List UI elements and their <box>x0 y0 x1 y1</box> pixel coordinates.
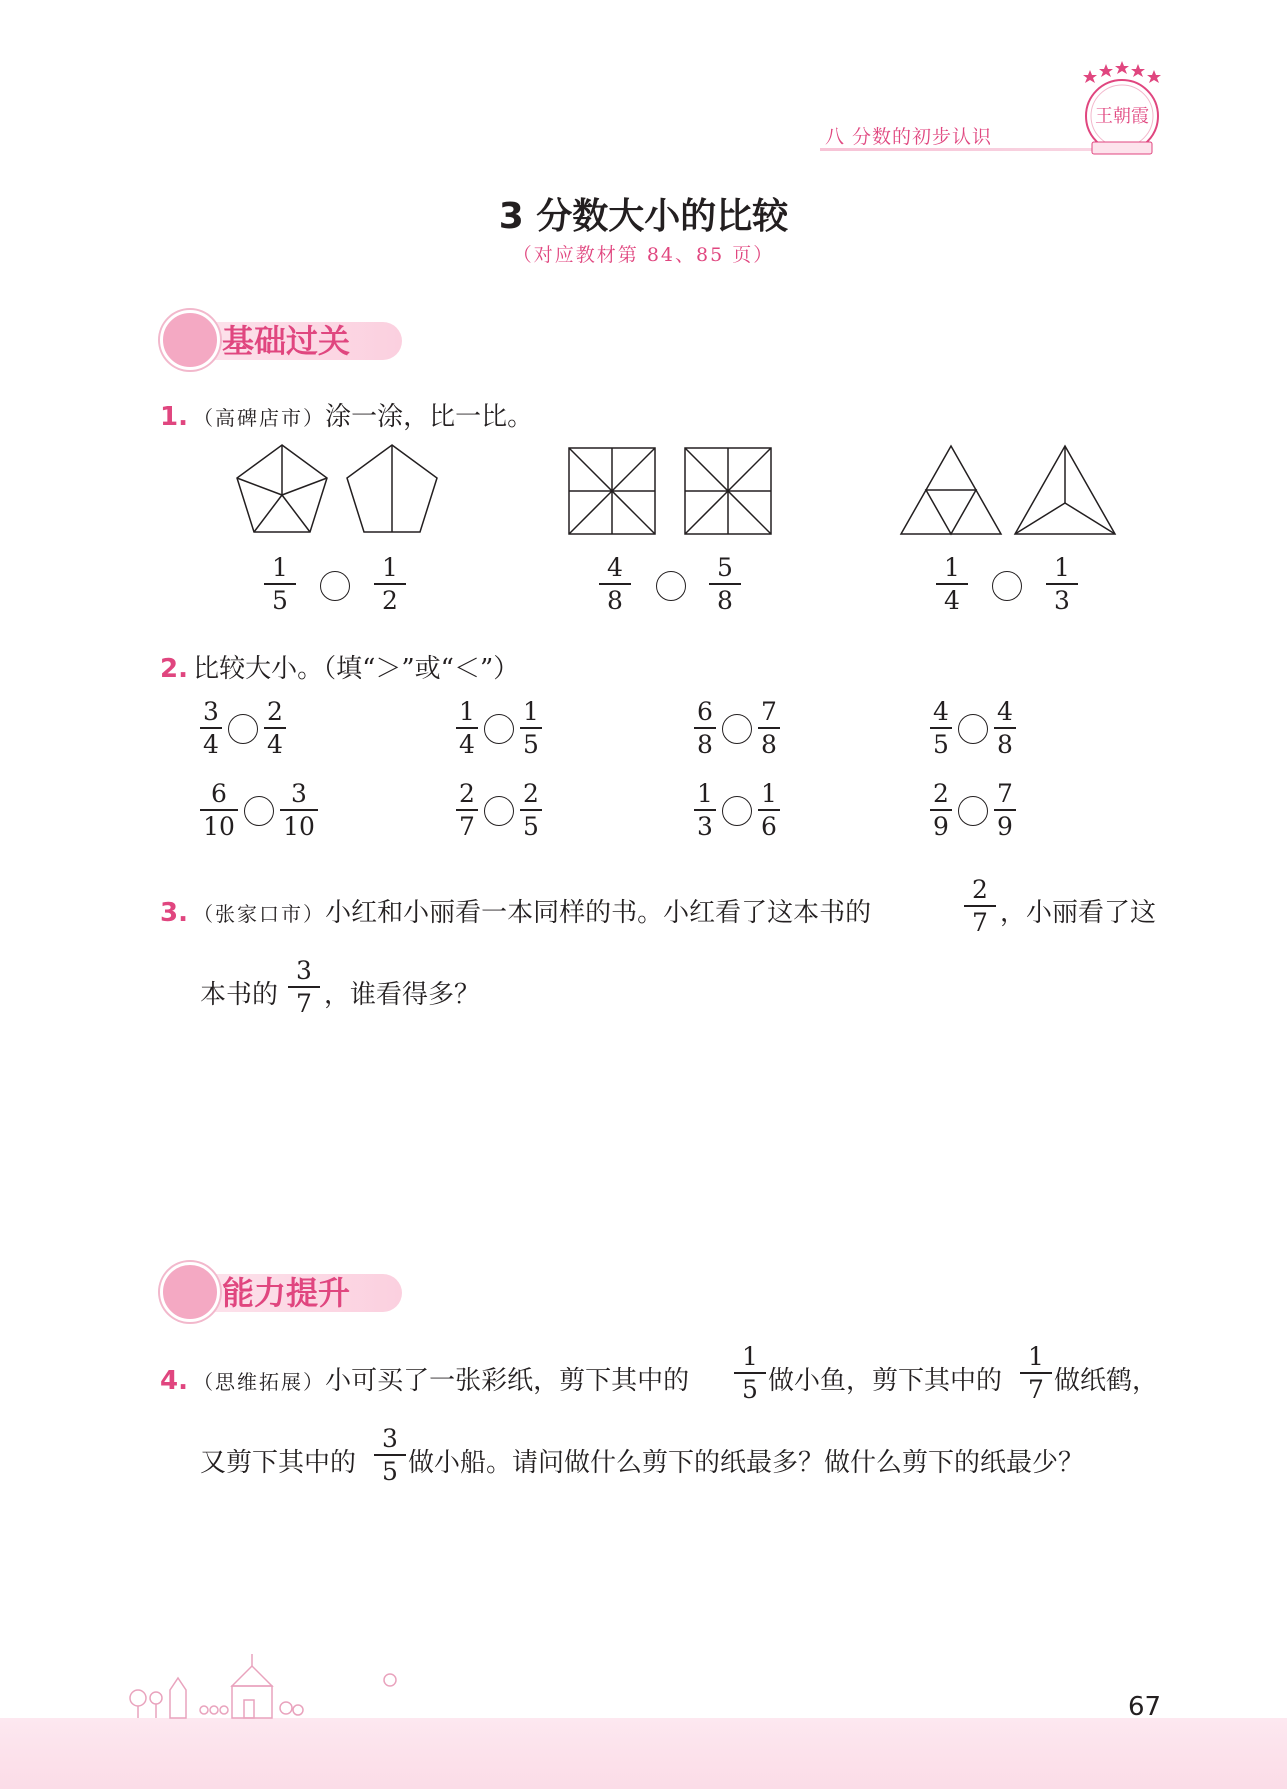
fraction: 6 8 <box>690 699 720 757</box>
footer-decoration-illustration <box>120 1650 420 1720</box>
fraction: 7 8 <box>754 699 784 757</box>
question-text: 做小鱼，剪下其中的 <box>768 1366 1003 1396</box>
fraction: 7 9 <box>990 781 1020 839</box>
answer-circle[interactable] <box>958 796 988 826</box>
brand-badge-logo <box>1068 58 1176 158</box>
fraction: 1 3 <box>1042 555 1082 613</box>
fraction: 1 2 <box>370 555 410 613</box>
section-title-basic: 基础过关 <box>222 322 351 360</box>
question-text: ，小丽看了这 <box>1000 898 1157 928</box>
fraction: 3 5 <box>370 1426 410 1484</box>
fraction: 1 3 <box>690 781 720 839</box>
question-text: 做纸鹤， <box>1054 1366 1159 1396</box>
mascot-icon <box>160 310 220 370</box>
badge-text: 王朝霞 <box>1095 106 1149 127</box>
fraction: 1 5 <box>516 699 546 757</box>
answer-circle[interactable] <box>992 571 1022 601</box>
answer-circle[interactable] <box>656 571 686 601</box>
triangle-thirds <box>1015 446 1115 534</box>
fraction: 2 7 <box>960 877 1000 935</box>
fraction: 1 4 <box>452 699 482 757</box>
fraction: 3 10 <box>276 781 322 839</box>
fraction: 1 5 <box>730 1344 770 1402</box>
page-title: 3 分数大小的比较 <box>498 196 789 237</box>
q1-shape-diagrams <box>230 440 1230 540</box>
question-text: 比较大小。 <box>193 654 324 684</box>
fraction: 6 10 <box>196 781 242 839</box>
section-title-advanced: 能力提升 <box>222 1274 351 1312</box>
chapter-header: 八 分数的初步认识 <box>825 126 993 148</box>
answer-circle[interactable] <box>228 714 258 744</box>
question-text: 又剪下其中的 <box>200 1448 357 1478</box>
answer-circle[interactable] <box>484 796 514 826</box>
question-source: （张家口市） <box>193 902 326 926</box>
answer-circle[interactable] <box>722 796 752 826</box>
question-source: （思维拓展） <box>193 1370 326 1394</box>
question-number: 1. <box>160 402 188 432</box>
question-3-line-1 <box>160 892 871 929</box>
section-banner-basic <box>160 310 410 366</box>
fraction: 1 7 <box>1016 1344 1056 1402</box>
triangle-quarters <box>901 446 1001 534</box>
question-text: 涂一涂，比一比。 <box>325 402 534 432</box>
answer-circle[interactable] <box>958 714 988 744</box>
answer-circle[interactable] <box>320 571 350 601</box>
page-number: 67 <box>1128 1692 1162 1722</box>
answer-circle[interactable] <box>244 796 274 826</box>
fraction: 3 7 <box>284 958 324 1016</box>
fraction: 1 4 <box>932 555 972 613</box>
answer-circle[interactable] <box>484 714 514 744</box>
fraction: 2 7 <box>452 781 482 839</box>
question-number: 3. <box>160 898 188 928</box>
pentagon-fifths <box>237 445 327 532</box>
question-text: 本书的 <box>200 980 279 1010</box>
question-text: ，谁看得多？ <box>324 980 481 1010</box>
section-banner-advanced <box>160 1262 410 1318</box>
mascot-icon <box>160 1262 220 1322</box>
question-4-line-1 <box>160 1360 689 1397</box>
fraction: 3 4 <box>196 699 226 757</box>
question-2-header <box>160 648 519 685</box>
fraction: 5 8 <box>705 555 745 613</box>
question-hint: （填“＞”或“＜”） <box>323 654 520 684</box>
square-eighths-right <box>685 448 771 534</box>
square-eighths-left <box>569 448 655 534</box>
fraction: 1 5 <box>260 555 300 613</box>
question-text: 小红和小丽看一本同样的书。小红看了这本书的 <box>325 898 872 928</box>
pentagon-halves <box>347 445 437 532</box>
fraction: 4 8 <box>990 699 1020 757</box>
fraction: 2 4 <box>260 699 290 757</box>
question-source: （高碑店市） <box>193 406 326 430</box>
question-number: 2. <box>160 654 188 684</box>
answer-circle[interactable] <box>722 714 752 744</box>
fraction: 2 9 <box>926 781 956 839</box>
question-number: 4. <box>160 1366 188 1396</box>
question-text: 小可买了一张彩纸，剪下其中的 <box>325 1366 690 1396</box>
question-text: 做小船。请问做什么剪下的纸最多？做什么剪下的纸最少？ <box>408 1448 1085 1478</box>
question-1-header <box>160 396 533 433</box>
fraction: 1 6 <box>754 781 784 839</box>
footer-band <box>0 1718 1287 1789</box>
fraction: 4 8 <box>595 555 635 613</box>
fraction: 4 5 <box>926 699 956 757</box>
textbook-reference: （对应教材第 84、85 页） <box>512 244 775 266</box>
fraction: 2 5 <box>516 781 546 839</box>
